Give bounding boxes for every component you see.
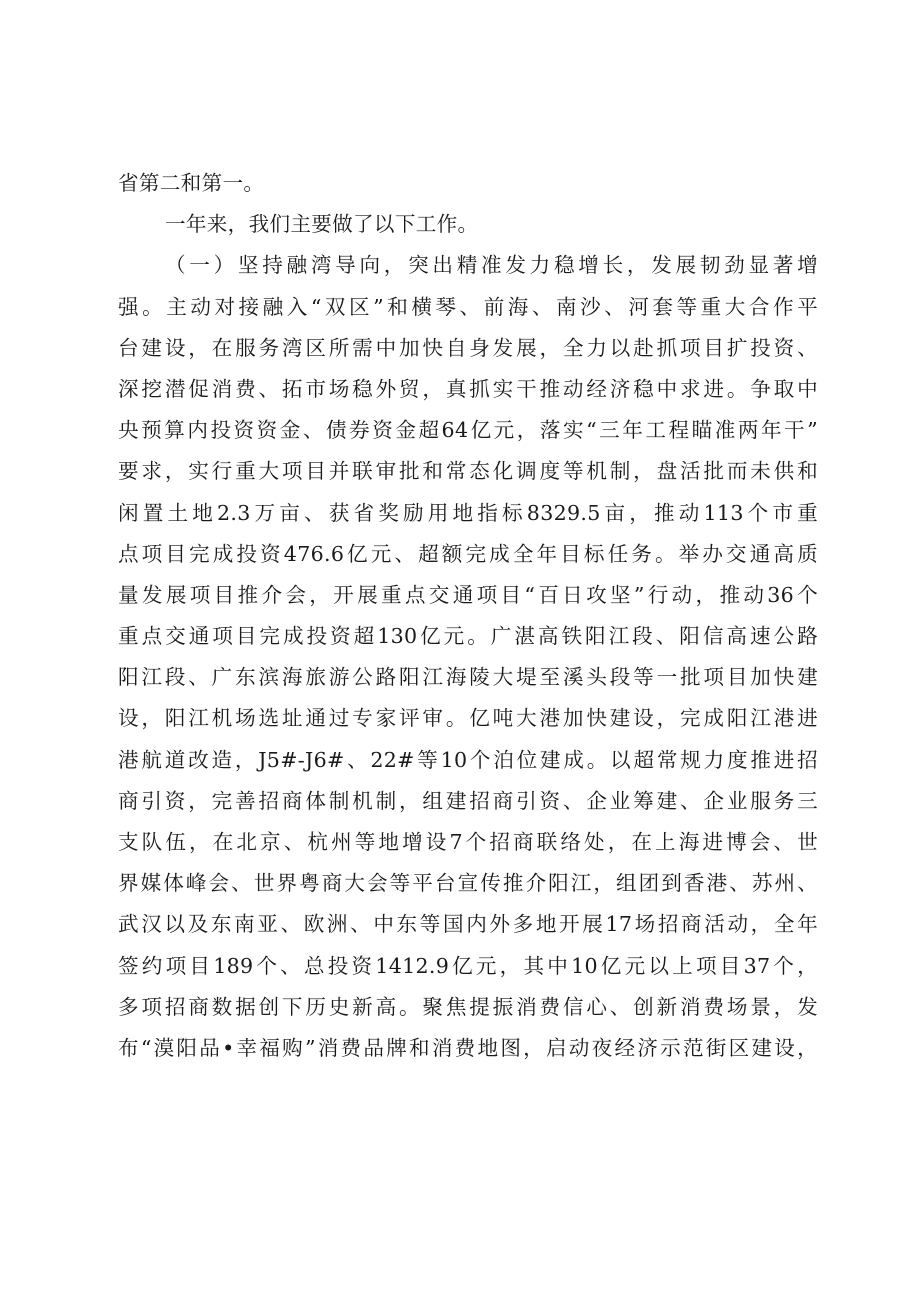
text-line: 省第二和第一。: [118, 171, 265, 195]
text-line: 多项招商数据创下历史新高。聚焦提振消费信心、创新消费场景，发: [118, 994, 818, 1019]
text-line: 闲置土地2.3万亩、获省奖励用地指标8329.5亩，推动113个市重: [118, 500, 818, 525]
text-line: 量发展项目推介会，开展重点交通项目“百日攻坚”行动，推动36个: [118, 582, 818, 607]
text-line: 一年来，我们主要做了以下工作。: [165, 212, 479, 237]
text-line: （一）坚持融湾导向，突出精准发力稳增长，发展韧劲显著增: [165, 253, 818, 278]
text-line: 央预算内投资资金、债券资金超64亿元，落实“三年工程瞄准两年干”: [118, 418, 818, 443]
text-line: 点项目完成投资476.6亿元、超额完成全年目标任务。举办交通高质: [118, 541, 818, 566]
text-line: 强。主动对接融入“双区”和横琴、前海、南沙、河套等重大合作平: [118, 294, 818, 319]
text-line: 武汉以及东南亚、欧洲、中东等国内外多地开展17场招商活动，全年: [118, 912, 818, 937]
text-line: 重点交通项目完成投资超130亿元。广湛高铁阳江段、阳信高速公路: [118, 624, 818, 649]
body-text: [118, 163, 818, 1069]
text-line: 深挖潜促消费、拓市场稳外贸，真抓实干推动经济稳中求进。争取中: [118, 376, 818, 401]
text-line: 布“漠阳品•幸福购”消费品牌和消费地图，启动夜经济示范街区建设，: [118, 1035, 818, 1060]
text-line: 设，阳江机场选址通过专家评审。亿吨大港加快建设，完成阳江港进: [118, 706, 818, 731]
text-line: 商引资，完善招商体制机制，组建招商引资、企业筹建、企业服务三: [118, 788, 818, 813]
text-line: 签约项目189个、总投资1412.9亿元，其中10亿元以上项目37个，: [118, 953, 818, 978]
text-line: 港航道改造，J5#-J6#、22#等10个泊位建成。以超常规力度推进招: [118, 747, 818, 772]
text-line: 要求，实行重大项目并联审批和常态化调度等机制，盘活批而未供和: [118, 459, 818, 484]
text-line: 支队伍，在北京、杭州等地增设7个招商联络处，在上海进博会、世: [118, 830, 818, 854]
text-line: 台建设，在服务湾区所需中加快自身发展，全力以赴抓项目扩投资、: [118, 335, 818, 360]
text-line: 界媒体峰会、世界粤商大会等平台宣传推介阳江，组团到香港、苏州、: [118, 871, 818, 896]
text-line: 阳江段、广东滨海旅游公路阳江海陵大堤至溪头段等一批项目加快建: [118, 665, 818, 690]
